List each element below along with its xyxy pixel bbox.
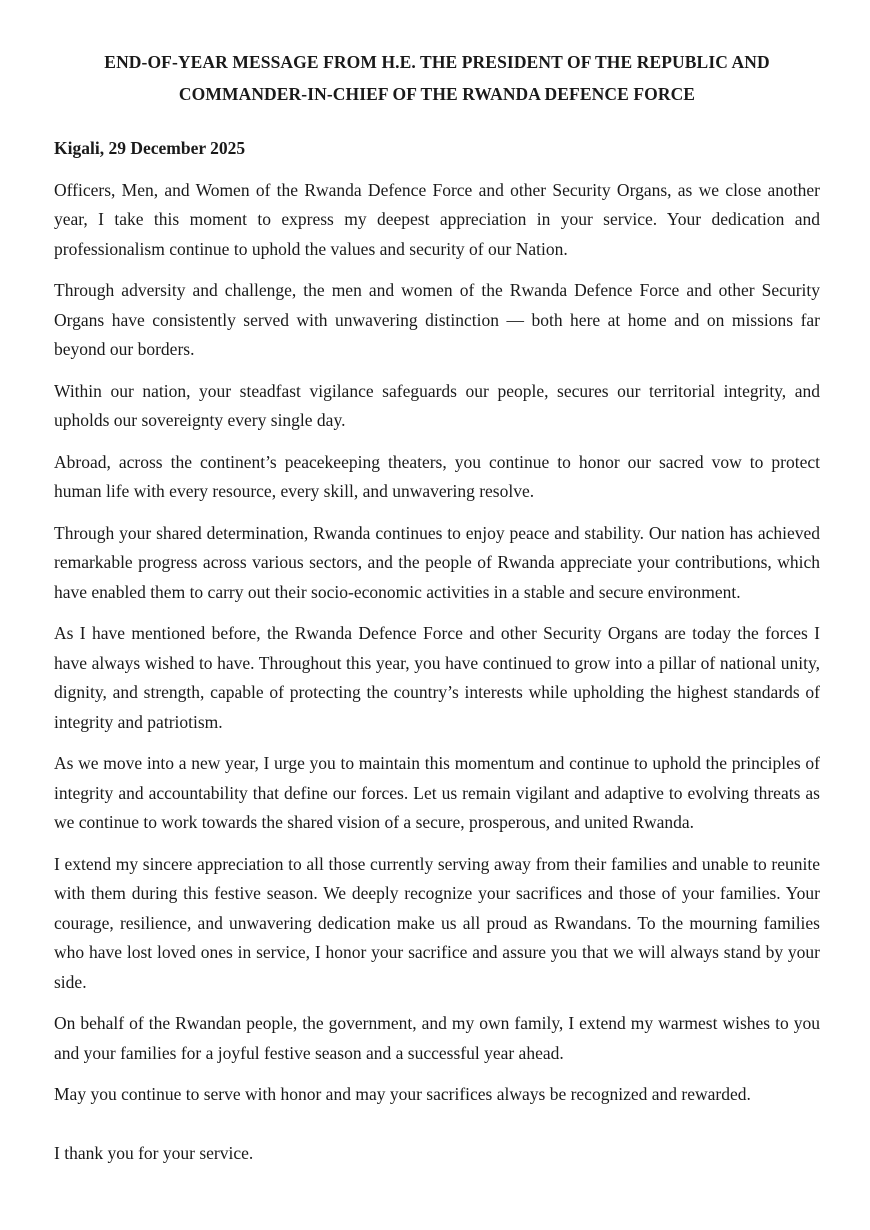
paragraph-3: Within our nation, your steadfast vigilance safeguards our people, secures our territorial integrity, and upholds our sovereignty every single day. — [54, 380, 820, 430]
paragraph-2: Through adversity and challenge, the men and women of the Rwanda Defence Force and other Security Organs have consistently served with unwavering distinction — both here at home and on missions far beyond our borders. — [54, 280, 820, 359]
paragraph-7: As we move into a new year, I urge you to maintain this momentum and continue to uphold the principles of integrity and accountability that define our forces. Let us remain vigilant and adaptive to evolving threats as we continue to work towards the shared vision of a secure, prosperous, and united Rwanda. — [54, 753, 820, 832]
closing-line: I thank you for your service. — [54, 1142, 254, 1163]
paragraph-10: May you continue to serve with honor and may your sacrifices always be recognized and rewarded. — [54, 1084, 751, 1104]
dateline: Kigali, 29 December 2025 — [54, 138, 246, 158]
paragraph-5: Through your shared determination, Rwanda continues to enjoy peace and stability. Our nation has achieved remarkable progress across various sectors, and the people of Rwanda appreciate your contributions, which have enabled them to carry out their socio-economic activities in a stable and secure environment. — [54, 522, 820, 602]
document-title — [54, 46, 820, 110]
document-title-line-1: END-OF-YEAR MESSAGE FROM H.E. THE PRESIDENT OF THE REPUBLIC AND — [104, 52, 770, 72]
paragraph-4: Abroad, across the continent’s peacekeeping theaters, you continue to honor our sacred vow to protect human life with every resource, every skill, and unwavering resolve. — [54, 451, 820, 501]
paragraph-6: As I have mentioned before, the Rwanda Defence Force and other Security Organs are today the forces I have always wished to have. Throughout this year, you have continued to grow into a pillar of national unity, dignity, and strength, capable of protecting the country’s interests while upholding the highest standards of integrity and patriotism. — [54, 623, 820, 732]
paragraph-9: On behalf of the Rwandan people, the government, and my own family, I extend my warmest wishes to you and your families for a joyful festive season and a successful year ahead. — [54, 1013, 820, 1063]
paragraph-8: I extend my sincere appreciation to all those currently serving away from their families and unable to reunite with them during this festive season. We deeply recognize your sacrifices and those of your families. Your courage, resilience, and unwavering dedication make us all proud as Rwandans. To the mourning families who have lost loved ones in service, I honor your sacrifice and assure you that we will always stand by your side. — [54, 853, 820, 992]
document-title-line-2: COMMANDER-IN-CHIEF OF THE RWANDA DEFENCE FORCE — [178, 84, 696, 104]
paragraph-1: Officers, Men, and Women of the Rwanda Defence Force and other Security Organs, as we close another year, I take this moment to express my deepest appreciation in your service. Your dedication and professionalism continue to uphold the values and security of our Nation. — [54, 179, 820, 259]
